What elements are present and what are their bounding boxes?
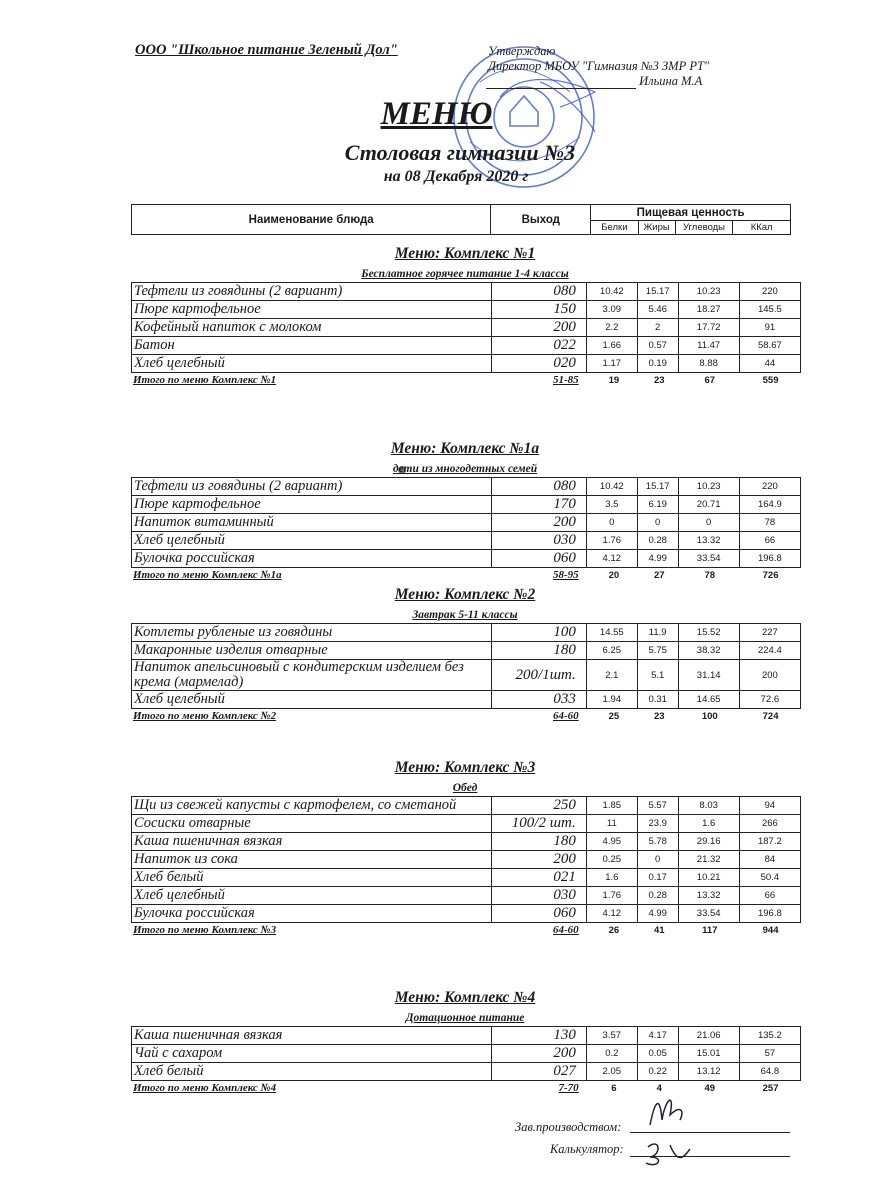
header-protein: Белки [591,221,638,235]
table-row [132,660,801,691]
table-row [132,301,801,319]
dish-carbs: 13.32 [678,887,739,905]
dish-kcal: 220 [739,478,800,496]
dish-carbs: 29.16 [678,833,739,851]
dish-carbs: 8.88 [678,355,739,373]
production-signature-line [630,1132,790,1133]
menu-table [131,796,801,923]
dish-output: 030 [491,532,586,550]
section-caption: дети из многодетных семей [392,463,538,475]
organization-name: ООО "Школьное питание Зеленый Дол" [135,42,398,58]
header-nutrition: Пищевая ценность [591,205,791,221]
dish-output: 100/2 шт. [491,815,586,833]
dish-protein: 1.17 [586,355,637,373]
table-row [132,1045,801,1063]
dish-kcal: 227 [739,624,800,642]
dish-protein: 2.05 [586,1063,637,1081]
dish-output: 100 [491,624,586,642]
approval-block [486,44,816,89]
dish-name: Хлеб целебный [132,887,492,905]
dish-name: Хлеб белый [132,869,492,887]
total-fat: 4 [656,1082,662,1094]
dish-protein: 1.6 [586,869,637,887]
dish-carbs: 8.03 [678,797,739,815]
header-output: Выход [491,205,591,235]
dish-fat: 4.99 [637,905,678,923]
dish-carbs: 21.32 [678,851,739,869]
section-caption: Завтрак 5-11 классы [412,609,518,621]
dish-carbs: 13.32 [678,532,739,550]
dish-kcal: 91 [739,319,800,337]
dish-output: 200 [491,319,586,337]
total-label: Итого по меню Комплекс №1 [133,374,277,386]
table-row [132,869,801,887]
dish-output: 060 [491,550,586,568]
dish-output: 150 [491,301,586,319]
dish-name: Тефтели из говядины (2 вариант) [132,283,492,301]
table-row [132,319,801,337]
table-row [132,1027,801,1045]
total-fat: 23 [653,710,665,722]
dish-name: Хлеб целебный [132,691,492,709]
total-carbs: 117 [702,924,718,936]
dish-name: Щи из свежей капусты с картофелем, со сметаной [132,797,492,815]
total-protein: 25 [608,710,620,722]
dish-kcal: 224.4 [739,642,800,660]
menu-section [120,241,810,387]
dish-carbs: 0 [678,514,739,532]
approval-name: Ильина М.А [639,74,703,88]
dish-output: 022 [491,337,586,355]
dish-kcal: 66 [739,887,800,905]
dish-kcal: 84 [739,851,800,869]
total-protein: 20 [608,569,620,581]
total-price: 7-70 [558,1082,579,1094]
dish-protein: 11 [586,815,637,833]
dish-kcal: 200 [739,660,800,691]
dish-fat: 5.57 [637,797,678,815]
page-title: МЕНЮ [380,96,493,132]
dish-protein: 4.95 [586,833,637,851]
table-row [132,905,801,923]
dish-carbs: 31.14 [678,660,739,691]
dish-kcal: 145.5 [739,301,800,319]
total-label: Итого по меню Комплекс №3 [133,924,277,936]
dish-protein: 6.25 [586,642,637,660]
dish-fat: 23.9 [637,815,678,833]
section-caption: Обед [452,782,478,794]
dish-kcal: 58.67 [739,337,800,355]
production-signature-icon [640,1090,700,1130]
total-price: 64-60 [552,710,579,722]
menu-section [120,582,810,723]
dish-name: Хлеб целебный [132,532,492,550]
dish-protein: 3.09 [586,301,637,319]
table-row [132,355,801,373]
menu-section [120,755,810,937]
total-row [131,709,801,723]
dish-name: Хлеб целебный [132,355,492,373]
dish-protein: 1.76 [586,887,637,905]
dish-output: 021 [491,869,586,887]
dish-fat: 11.9 [637,624,678,642]
dish-carbs: 10.21 [678,869,739,887]
section-title: Меню: Комплекс №3 [394,759,536,776]
total-row [131,923,801,937]
table-row [132,887,801,905]
dish-protein: 14.55 [586,624,637,642]
dish-kcal: 44 [739,355,800,373]
section-title: Меню: Комплекс №4 [394,989,536,1006]
dish-output: 200 [491,1045,586,1063]
approval-line: Утверждаю [488,44,556,58]
dish-kcal: 78 [739,514,800,532]
dish-fat: 5.78 [637,833,678,851]
total-kcal: 559 [762,374,779,386]
dish-fat: 15.17 [637,478,678,496]
dish-fat: 5.1 [637,660,678,691]
dish-carbs: 21.06 [678,1027,739,1045]
dish-carbs: 15.01 [678,1045,739,1063]
dish-name: Булочка российская [132,905,492,923]
total-label: Итого по меню Комплекс №1а [133,569,282,581]
dish-kcal: 220 [739,283,800,301]
total-row [131,1081,801,1095]
dish-protein: 1.94 [586,691,637,709]
dish-carbs: 20.71 [678,496,739,514]
dish-name: Пюре картофельное [132,301,492,319]
header-carbs: Углеводы [675,221,733,235]
menu-table [131,282,801,373]
dish-name: Напиток апельсиновый с кондитерским изделием без крема (мармелад) [132,660,492,691]
dish-fat: 4.17 [637,1027,678,1045]
dish-kcal: 135.2 [739,1027,800,1045]
production-label: Зав.производством: [515,1120,622,1134]
dish-fat: 0 [637,514,678,532]
table-row [132,815,801,833]
dish-protein: 10.42 [586,283,637,301]
dish-kcal: 196.8 [739,905,800,923]
dish-fat: 4.99 [637,550,678,568]
total-fat: 27 [653,569,665,581]
dish-name: Котлеты рубленые из говядины [132,624,492,642]
dish-protein: 3.57 [586,1027,637,1045]
section-title: Меню: Комплекс №1а [390,440,540,457]
dish-fat: 0.57 [637,337,678,355]
table-row [132,691,801,709]
total-kcal: 944 [762,924,779,936]
header-dish: Наименование блюда [132,205,491,235]
dish-fat: 0.17 [637,869,678,887]
total-protein: 6 [611,1082,617,1094]
dish-kcal: 57 [739,1045,800,1063]
dish-protein: 0 [586,514,637,532]
dish-output: 180 [491,833,586,851]
dish-carbs: 13.12 [678,1063,739,1081]
total-row [131,373,801,387]
dish-output: 200 [491,514,586,532]
table-row [132,833,801,851]
total-kcal: 726 [762,569,779,581]
dish-carbs: 18.27 [678,301,739,319]
section-title: Меню: Комплекс №1 [394,245,536,262]
table-header [131,204,791,235]
dish-protein: 1.66 [586,337,637,355]
dish-output: 080 [491,478,586,496]
approval-director: Директор МБОУ "Гимназия №3 ЗМР РТ" [488,59,710,73]
dish-name: Чай с сахаром [132,1045,492,1063]
dish-kcal: 66 [739,532,800,550]
dish-protein: 4.12 [586,905,637,923]
approval-signature [486,74,816,89]
dish-output: 027 [491,1063,586,1081]
dish-name: Каша пшеничная вязкая [132,1027,492,1045]
calculator-signature-icon [640,1135,700,1170]
total-row [131,568,801,582]
dish-fat: 5.75 [637,642,678,660]
dish-carbs: 33.54 [678,550,739,568]
dish-fat: 5.46 [637,301,678,319]
dish-protein: 1.85 [586,797,637,815]
dish-kcal: 164.9 [739,496,800,514]
dish-output: 030 [491,887,586,905]
dish-output: 060 [491,905,586,923]
header-kcal: ККал [733,221,791,235]
dish-output: 200/1шт. [491,660,586,691]
total-fat: 23 [653,374,665,386]
dish-kcal: 72.6 [739,691,800,709]
total-carbs: 49 [704,1082,716,1094]
total-kcal: 724 [762,710,779,722]
dish-kcal: 196.8 [739,550,800,568]
dish-name: Напиток витаминный [132,514,492,532]
dish-fat: 0.31 [637,691,678,709]
total-label: Итого по меню Комплекс №4 [133,1082,277,1094]
dish-protein: 0.2 [586,1045,637,1063]
dish-carbs: 33.54 [678,905,739,923]
dish-carbs: 1.6 [678,815,739,833]
table-row [132,797,801,815]
dish-name: Макаронные изделия отварные [132,642,492,660]
table-row [132,642,801,660]
dish-protein: 0.25 [586,851,637,869]
table-row [132,532,801,550]
section-caption: Дотационное питание [405,1012,525,1024]
section-title: Меню: Комплекс №2 [394,586,536,603]
total-price: 51-85 [552,374,579,386]
table-row [132,496,801,514]
page-subtitle: Столовая гимназии №3 [344,140,576,165]
dish-output: 130 [491,1027,586,1045]
dish-carbs: 17.72 [678,319,739,337]
dish-output: 180 [491,642,586,660]
dish-name: Булочка российская [132,550,492,568]
dish-fat: 15.17 [637,283,678,301]
dish-name: Кофейный напиток с молоком [132,319,492,337]
dish-name: Сосиски отварные [132,815,492,833]
table-row [132,624,801,642]
signature-line [486,76,636,89]
total-carbs: 100 [701,710,718,722]
total-price: 64-60 [552,924,579,936]
table-row [132,514,801,532]
menu-table [131,1026,801,1081]
menu-date: на 08 Декабря 2020 г [383,168,529,185]
dish-output: 250 [491,797,586,815]
dish-protein: 2.2 [586,319,637,337]
dish-kcal: 266 [739,815,800,833]
dish-output: 200 [491,851,586,869]
header-fat: Жиры [638,221,675,235]
table-row [132,337,801,355]
dish-fat: 2 [637,319,678,337]
dish-fat: 0.22 [637,1063,678,1081]
total-protein: 19 [608,374,620,386]
dish-kcal: 64.8 [739,1063,800,1081]
dish-fat: 6.19 [637,496,678,514]
dish-protein: 10.42 [586,478,637,496]
dish-protein: 4.12 [586,550,637,568]
dish-name: Хлеб белый [132,1063,492,1081]
dish-name: Батон [132,337,492,355]
dish-kcal: 94 [739,797,800,815]
dish-name: Тефтели из говядины (2 вариант) [132,478,492,496]
total-fat: 41 [653,924,665,936]
table-row [132,478,801,496]
dish-fat: 0.05 [637,1045,678,1063]
dish-output: 170 [491,496,586,514]
dish-protein: 1.76 [586,532,637,550]
total-kcal: 257 [762,1082,779,1094]
dish-protein: 2.1 [586,660,637,691]
dish-output: 080 [491,283,586,301]
total-price: 58-95 [552,569,579,581]
dish-name: Напиток из сока [132,851,492,869]
table-row [132,851,801,869]
table-row [132,283,801,301]
table-row [132,1063,801,1081]
dish-fat: 0.19 [637,355,678,373]
table-row [132,550,801,568]
dish-carbs: 38.32 [678,642,739,660]
dish-fat: 0.28 [637,532,678,550]
menu-table [131,477,801,568]
dish-output: 033 [491,691,586,709]
dish-carbs: 10.23 [678,283,739,301]
total-carbs: 67 [704,374,716,386]
total-protein: 26 [608,924,620,936]
dish-fat: 0 [637,851,678,869]
dish-fat: 0.28 [637,887,678,905]
dish-output: 020 [491,355,586,373]
dish-carbs: 11.47 [678,337,739,355]
menu-section [120,436,810,582]
calculator-label: Калькулятор: [550,1142,624,1156]
dish-kcal: 187.2 [739,833,800,851]
dish-carbs: 14.65 [678,691,739,709]
dish-name: Пюре картофельное [132,496,492,514]
dish-name: Каша пшеничная вязкая [132,833,492,851]
section-caption: Бесплатное горячее питание 1-4 классы [361,268,569,280]
menu-table [131,623,801,709]
dish-carbs: 10.23 [678,478,739,496]
menu-section [120,985,810,1095]
total-label: Итого по меню Комплекс №2 [133,710,277,722]
dish-carbs: 15.52 [678,624,739,642]
total-carbs: 78 [704,569,716,581]
dish-kcal: 50.4 [739,869,800,887]
dish-protein: 3.5 [586,496,637,514]
